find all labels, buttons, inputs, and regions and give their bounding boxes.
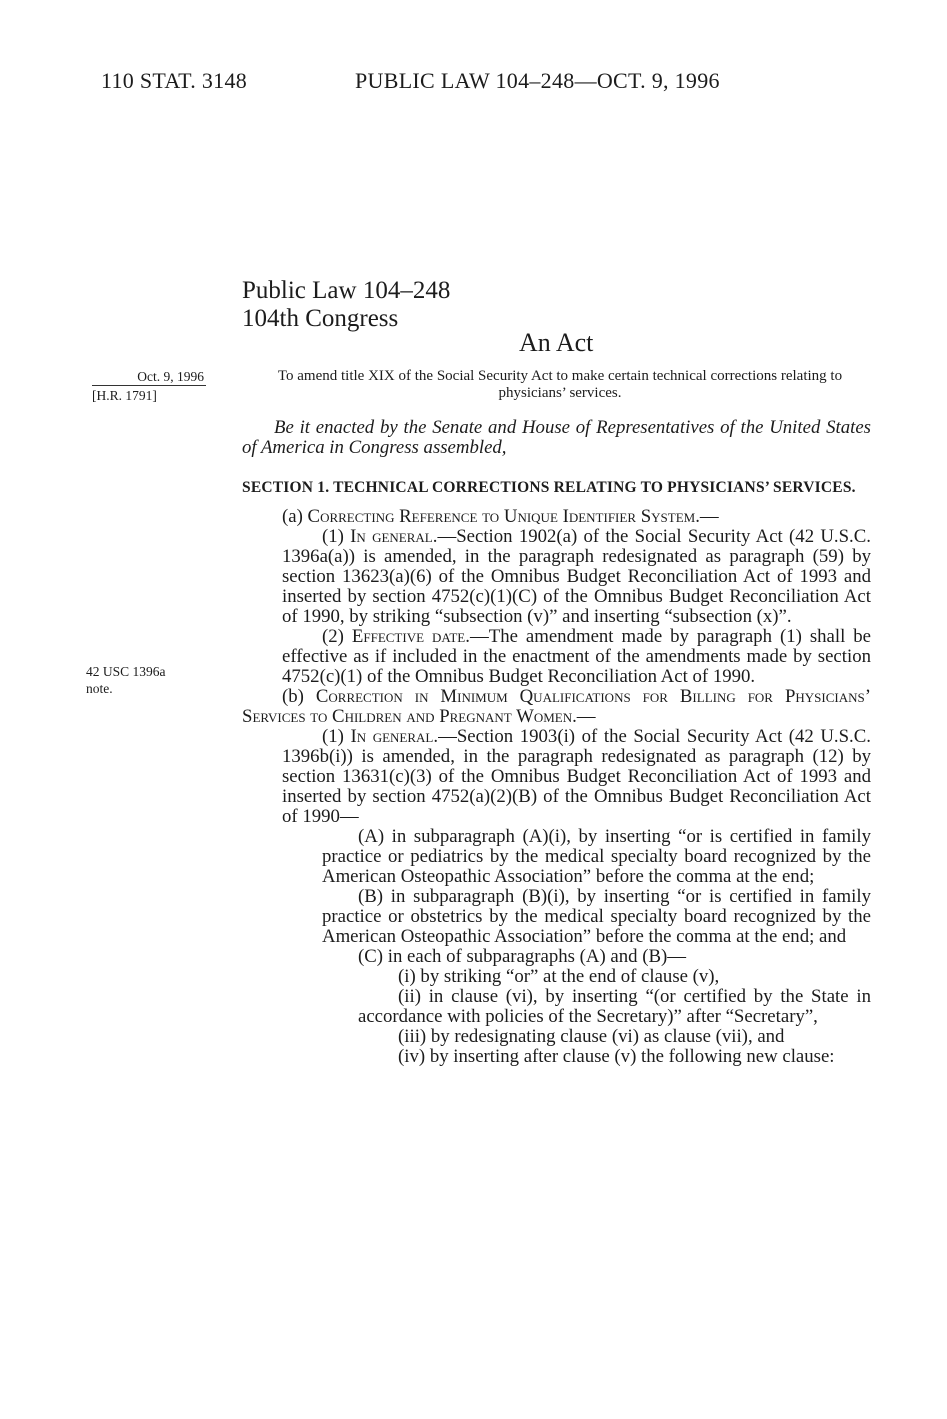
paragraph-a2: (2) Effective date.—The amendment made by paragraph (1) shall be effective as if included in the enactment of the amendments made by section 4752(c)(1) of the Omnibus Budget Reconciliation Act of 1990.: [282, 626, 871, 687]
margin-date: Oct. 9, 1996: [137, 369, 204, 384]
law-number: Public Law 104–248: [242, 277, 451, 304]
paragraph-a1: (1) In general.—Section 1902(a) of the Social Security Act (42 U.S.C. 1396a(a)) is amended, in the paragraph redesignated as paragraph (59) by section 13623(a)(6) of the Omnibus Budget Reconciliation Act of 1993 and inserted by section 4752(c)(1)(C) of the Omnibus Budget Reconciliation Act of 1990, by striking “subsection (v)” and inserting “subsection (x)”.: [282, 526, 871, 627]
clause-i: (i) by striking “or” at the end of clause (v),: [398, 966, 720, 987]
clause-iii: (iii) by redesignating clause (vi) as clause (vii), and: [398, 1026, 785, 1047]
clause-ii: (ii) in clause (vi), by inserting “(or certified by the State in accordance with policies of the Secretary)” after “Secretary”,: [358, 986, 871, 1027]
subparagraph-B: (B) in subparagraph (B)(i), by inserting “or is certified in family practice or obstetrics by the medical specialty board recognized by the American Osteopathic Association” before the comma at the end; and: [322, 886, 871, 947]
clause-iv: (iv) by inserting after clause (v) the following new clause:: [398, 1046, 835, 1067]
enacting-clause: Be it enacted by the Senate and House of Representatives of the United States of America in Congress assembled,: [242, 417, 871, 458]
subsection-b: (b) Correction in Minimum Qualifications for Billing for Physicians’ Services to Children and Pregnant Women.—: [242, 686, 871, 727]
paragraph-b1: (1) In general.—Section 1903(i) of the Social Security Act (42 U.S.C. 1396b(i)) is amended, in the paragraph redesignated as paragraph (12) by section 13631(c)(3) of the Omnibus Budget Reconciliation Act of 1993 and inserted by section 4752(a)(2)(B) of the Omnibus Budget Reconciliation Act of 1990—: [282, 726, 871, 827]
margin-usc-citation: 42 USC 1396a: [86, 664, 166, 679]
act-purpose: To amend title XIX of the Social Security Act to make certain technical corrections relating to physicians’ services.: [277, 368, 843, 401]
law-body: [242, 418, 871, 1067]
margin-bill-number: [H.R. 1791]: [92, 388, 157, 403]
subsection-a: (a) Correcting Reference to Unique Identifier System.—: [282, 506, 719, 527]
subparagraph-C: (C) in each of subparagraphs (A) and (B)—: [358, 946, 687, 967]
act-heading: An Act: [519, 328, 594, 357]
section-heading: SECTION 1. TECHNICAL CORRECTIONS RELATING TO PHYSICIANS’ SERVICES.: [242, 479, 856, 496]
page-number-header: 110 STAT. 3148: [101, 68, 248, 93]
margin-rule: [92, 385, 206, 386]
subparagraph-A: (A) in subparagraph (A)(i), by inserting “or is certified in family practice or pediatrics by the medical specialty board recognized by the American Osteopathic Association” before the comma at the end;: [322, 826, 871, 887]
congress-number: 104th Congress: [242, 305, 399, 332]
margin-usc-note: note.: [86, 681, 113, 696]
running-head: PUBLIC LAW 104–248—OCT. 9, 1996: [355, 68, 720, 93]
